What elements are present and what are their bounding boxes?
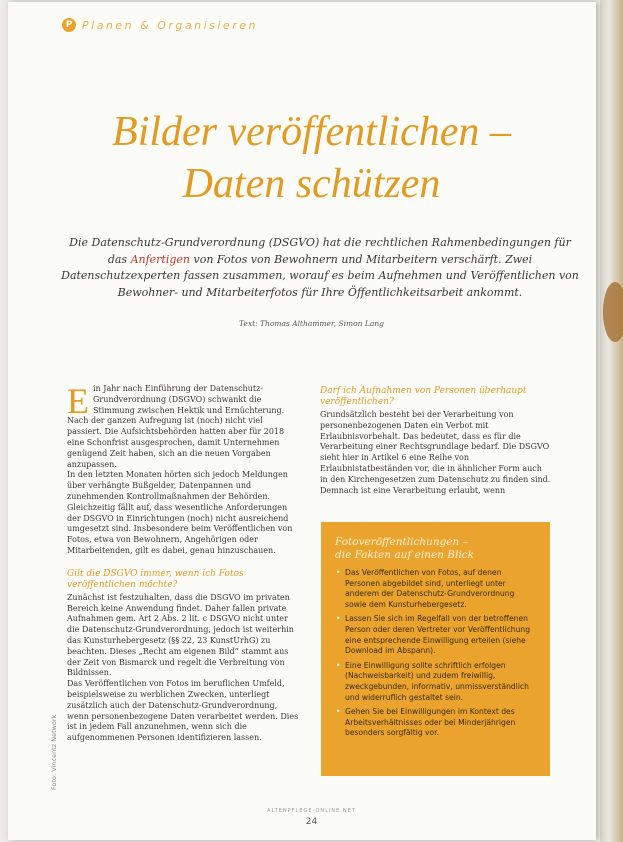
infobox-item: • Das Veröffentlichen von Fotos, auf denen Personen abgebildet sind, unterliegt unter anderem der Datenschutz-Grundverordnung sowie dem Kunsturhebergesetz. — [345, 568, 536, 610]
lead-highlight: Anfertigen — [130, 252, 191, 266]
section-header — [62, 18, 258, 32]
circle-badge-icon: P — [62, 18, 76, 32]
paragraph: in Jahr nach Einführung der Datenschutz-Grundverordnung (DSGVO) schwankt die Stimmung zwischen Hektik und Ernüchterung. Nach der ganzen Aufregung ist (noch) nicht viel passiert. Die Aufsichtsbehörden hatten aber für 2018 eine Schonfrist ausgesprochen, damit Unternehmen genügend Zeit haben, sich an die neuen Vorgaben anzupassen. — [67, 384, 285, 469]
subheading: Darf ich Aufnahmen von Personen überhaupt veröffentlichen? — [320, 386, 527, 407]
page-number: 24 — [305, 817, 318, 827]
page-title-line-1: Bilder veröffentlichen – — [112, 109, 511, 155]
page-title-line-2: Daten schützen — [182, 161, 441, 207]
photo-credit: Foto: Vincentz Network — [50, 714, 58, 790]
subheading: Gilt die DSGVO immer, wenn ich Fotos veröffentlichen möchte? — [67, 568, 244, 590]
infobox-title — [335, 536, 536, 562]
facts-infobox — [321, 522, 550, 776]
paragraph: Das Veröffentlichen von Fotos im beruflichen Umfeld, beispielsweise zu werblichen Zwecken, unterliegt zusätzlich auch der Datenschutz-Grundverordnung, wenn personenbezogene Daten verarbeitet werden. Dies ist in jedem Fall anzunehmen, wenn sich die aufgenommenen Personen identifizieren lassen. — [67, 679, 299, 743]
lead-text-part-2: von Fotos von Bewohnern und Mitarbeitern verschärft. Zwei Datenschutzexperten fassen zusammen, worauf es beim Aufnehmen und Veröffentlichen von Bewohner- und Mitarbeiterfotos für Ihre Öffentlichkeitsarbeit ankommt. — [61, 252, 579, 299]
infobox-item: • Eine Einwilligung sollte schriftlich erfolgen (Nachweisbarkeit) und zudem freiwillig, zweckgebunden, informativ, unmissverständlich und widerruflich gestaltet sein. — [345, 661, 536, 703]
paragraph: Grundsätzlich besteht bei der Verarbeitung von personenbezogenen Daten ein Verbot mit Erlaubnisvorbehalt. Das bedeutet, dass es für die Verarbeitung einer Rechtsgrundlage bedarf. Die DSGVO sieht hier in Artikel 6 eine Reihe von Erlaubnistatbeständen vor, die in ähnlicher Form auch in den Kirchengesetzen zum Datenschutz zu finden sind. Demnach ist eine Verarbeitung erlaubt, wenn — [320, 410, 551, 495]
byline: Text: Thomas Althammer, Simon Lang — [239, 319, 384, 328]
drop-cap: E — [67, 381, 89, 421]
section-label: Planen & Organisieren — [82, 18, 258, 32]
infobox-item: • Gehen Sie bei Einwilligungen im Kontext des Arbeitsverhältnisses oder bei Minderjährigen besonders sorgfältig vor. — [345, 707, 536, 739]
infobox-title-line-1: Fotoveröffentlichungen – — [335, 536, 468, 548]
article-column-left — [67, 381, 300, 744]
lead-text-part-1: Die Datenschutz-Grundverordnung (DSGVO) hat die rechtlichen Rahmenbedingungen für das — [69, 236, 571, 266]
paragraph: Zunächst ist festzuhalten, dass die DSGVO im privaten Bereich keine Anwendung findet. Daher fallen private Aufnahmen gem. Art 2 Abs. 2 lit. c DSGVO nicht unter die Datenschutz-Grundverordnung, jedoch ist weiterhin das Kunsturhebergesetz (§§ 22, 23 KunstUrhG) zu beachten. Dieses „Recht am eigenen Bild“ stammt aus der Zeit von Bismarck und regelt die Verbreitung von Bildnissen. — [67, 592, 294, 678]
infobox-item: • Lassen Sie sich im Regelfall von der betroffenen Person oder deren Vertreter vor Veröffentlichung eine entsprechende Einwilligung erteilen (siehe Download im Abspann). — [345, 614, 536, 656]
lead-paragraph — [60, 235, 580, 301]
paragraph: In den letzten Monaten hörten sich jedoch Meldungen über verhängte Bußgelder, Datenpannen und zunehmenden Kontrollmaßnahmen der Behörden. Gleichzeitig fällt auf, dass wesentliche Anforderungen der DSGVO in Einrichtungen (noch) nicht ausreichend umgesetzt sind. Insbesondere beim Veröffentlichen von Fotos, etwa von Bewohnern, Angehörigen oder Mitarbeitenden, gilt es dabei, genau hinzuschauen. — [67, 470, 293, 555]
article-column-right — [320, 386, 552, 496]
infobox-title-line-2: die Fakten auf einen Blick — [335, 549, 474, 561]
adjacent-page-image-fragment — [603, 282, 623, 342]
footer-url: ALTENPFLEGE-ONLINE.NET — [267, 808, 356, 814]
infobox-list — [335, 568, 536, 739]
